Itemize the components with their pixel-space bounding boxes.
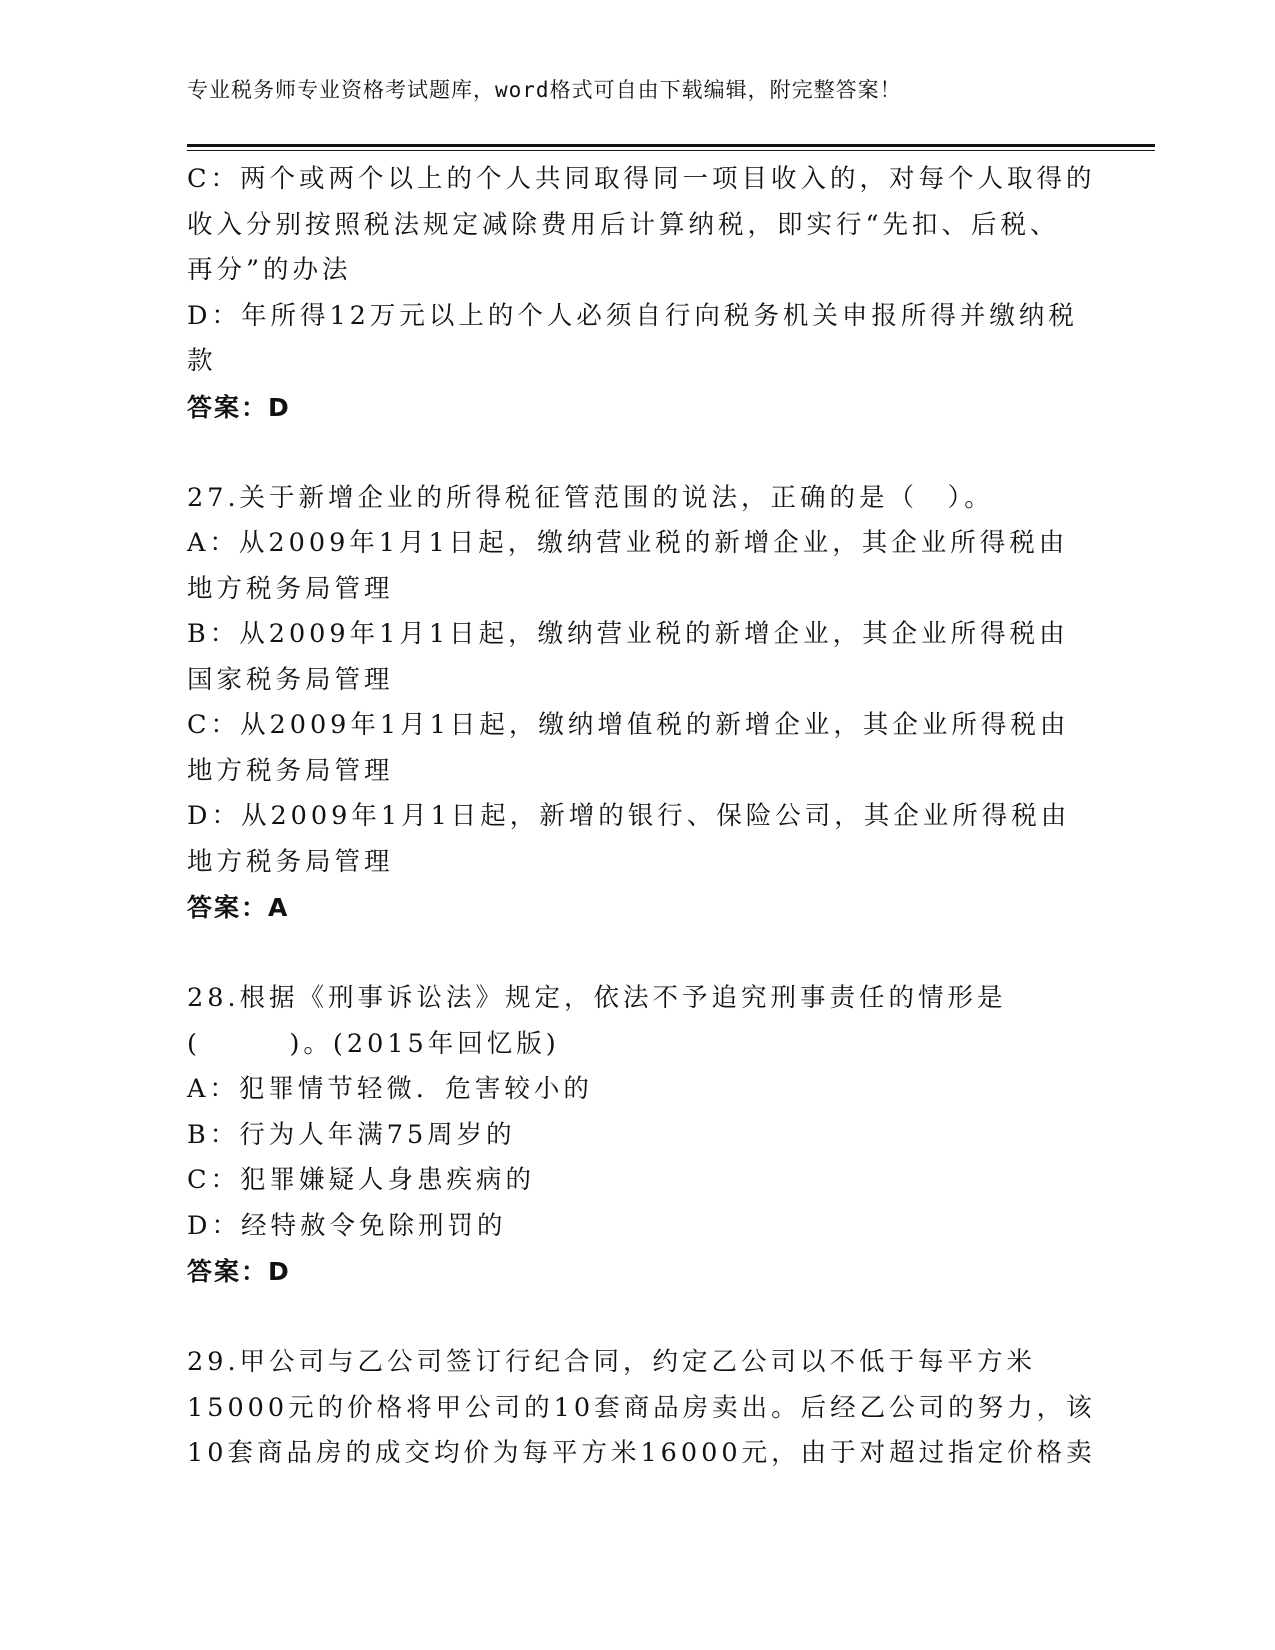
option-line: 国家税务局管理 bbox=[187, 664, 394, 695]
option-line: 地方税务局管理 bbox=[187, 846, 394, 877]
question-stem: ( )。(2015年回忆版) bbox=[187, 1028, 560, 1059]
header-rule-thick bbox=[187, 144, 1155, 147]
option-line: 地方税务局管理 bbox=[187, 755, 394, 786]
question-block-27 bbox=[187, 476, 1077, 931]
question-block-26-tail bbox=[187, 157, 1096, 430]
answer-label: 答案：D bbox=[187, 1257, 291, 1286]
option-line: D：经特赦令免除刑罚的 bbox=[187, 1210, 507, 1241]
answer-label: 答案：D bbox=[187, 392, 291, 422]
question-stem: 10套商品房的成交均价为每平方米16000元，由于对超过指定价格卖 bbox=[187, 1438, 1096, 1468]
question-stem: 27.关于新增企业的所得税征管范围的说法，正确的是（ ）。 bbox=[187, 482, 994, 513]
option-line: C：犯罪嫌疑人身患疾病的 bbox=[187, 1165, 536, 1195]
answer-label: 答案：A bbox=[187, 893, 290, 922]
question-stem: 28.根据《刑事诉讼法》规定，依法不予追究刑事责任的情形是 bbox=[187, 983, 1007, 1013]
option-line: C：两个或两个以上的个人共同取得同一项目收入的，对每个人取得的 bbox=[187, 164, 1096, 194]
question-block-29 bbox=[187, 1340, 1096, 1477]
option-line: 地方税务局管理 bbox=[187, 573, 394, 604]
option-line: B：从2009年1月1日起，缴纳营业税的新增企业，其企业所得税由 bbox=[187, 619, 1069, 649]
question-stem: 15000元的价格将甲公司的10套商品房卖出。后经乙公司的努力，该 bbox=[187, 1392, 1096, 1423]
option-line: B：行为人年满75周岁的 bbox=[187, 1119, 516, 1150]
page-header: 专业税务师专业资格考试题库，word格式可自由下载编辑，附完整答案！ bbox=[187, 78, 902, 102]
question-stem: 29.甲公司与乙公司签订行纪合同，约定乙公司以不低于每平方米 bbox=[187, 1347, 1037, 1377]
block-spacer bbox=[187, 1295, 1077, 1341]
option-line: 再分”的办法 bbox=[187, 255, 352, 285]
option-line: A：犯罪情节轻微．危害较小的 bbox=[187, 1074, 593, 1104]
option-line: C：从2009年1月1日起，缴纳增值税的新增企业，其企业所得税由 bbox=[187, 710, 1070, 740]
header-rule-thin bbox=[187, 150, 1155, 151]
option-line: A：从2009年1月1日起，缴纳营业税的新增企业，其企业所得税由 bbox=[187, 528, 1069, 558]
block-spacer bbox=[187, 931, 1077, 977]
option-line: 收入分别按照税法规定减除费用后计算纳税，即实行“先扣、后税、 bbox=[187, 209, 1060, 240]
option-line: D：从2009年1月1日起，新增的银行、保险公司，其企业所得税由 bbox=[187, 801, 1071, 831]
option-line: 款 bbox=[187, 346, 217, 376]
block-spacer bbox=[187, 430, 1077, 476]
option-line: D：年所得12万元以上的个人必须自行向税务机关申报所得并缴纳税 bbox=[187, 300, 1078, 331]
question-content bbox=[187, 157, 1096, 1477]
question-block-28 bbox=[187, 976, 1077, 1295]
